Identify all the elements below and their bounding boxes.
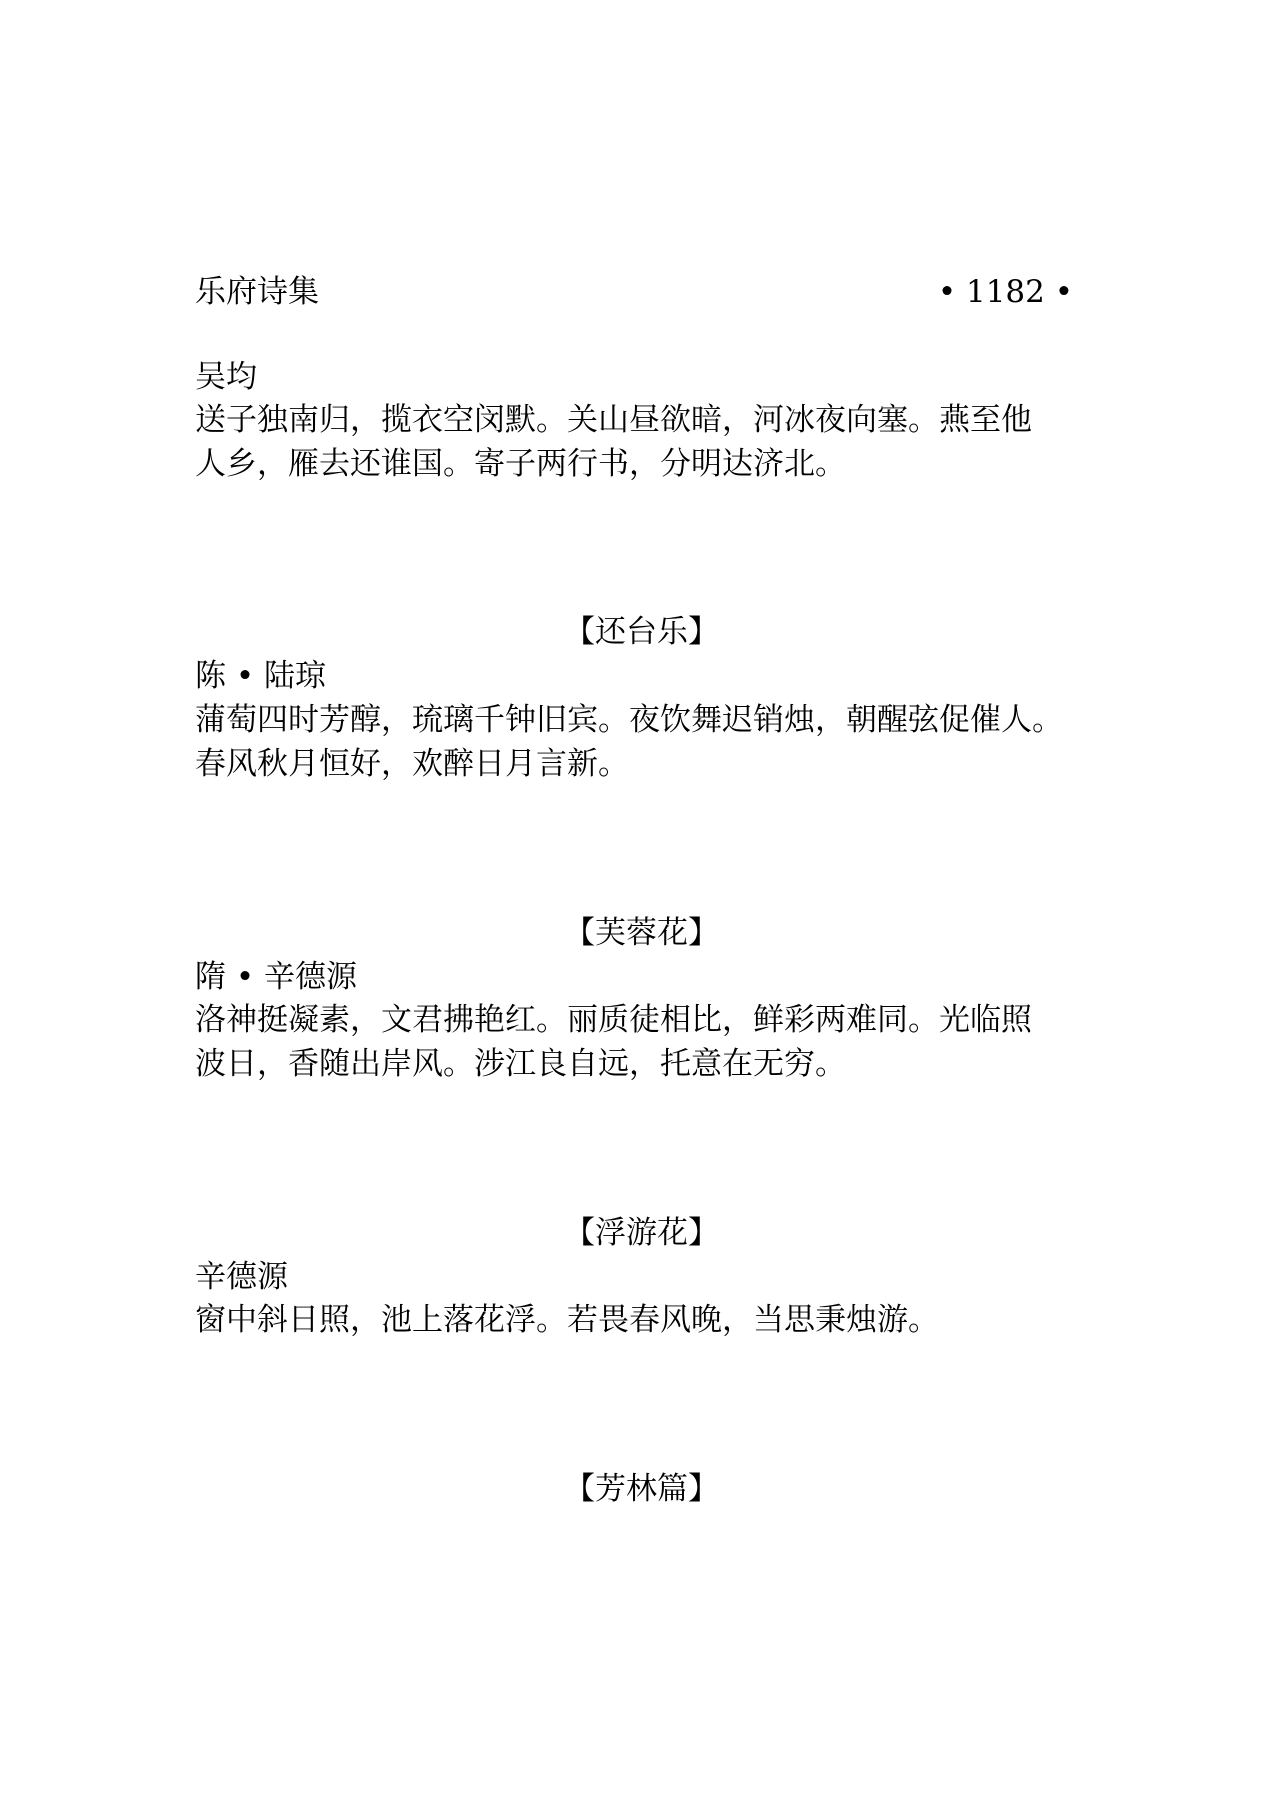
poem-line: 蒲萄四时芳醇，琉璃千钟旧宾。夜饮舞迟销烛，朝醒弦促催人。: [195, 702, 1063, 738]
poem-title: 【芙蓉花】: [564, 915, 719, 951]
poem-author: 辛德源: [195, 1259, 288, 1295]
poem-title: 【浮游花】: [564, 1215, 719, 1251]
poem-line: 人乡，雁去还谁国。寄子两行书，分明达济北。: [195, 446, 846, 482]
poem-line: 波日，香随出岸风。涉江良自远，托意在无穷。: [195, 1046, 846, 1082]
poem-line: 送子独南归，揽衣空闵默。关山昼欲暗，河冰夜向塞。燕至他: [195, 402, 1032, 438]
poem-author: 吴均: [195, 359, 257, 395]
poem-line: 窗中斜日照，池上落花浮。若畏春风晚，当思秉烛游。: [195, 1302, 939, 1338]
poem-line: 洛神挺凝素，文君拂艳红。丽质徒相比，鲜彩两难同。光临照: [195, 1002, 1032, 1038]
book-title: 乐府诗集: [195, 274, 319, 310]
poem-title: 【还台乐】: [564, 614, 719, 650]
page-number: • 1182 •: [937, 274, 1073, 310]
poem-author: 陈 • 陆琼: [195, 658, 326, 694]
poem-line: 春风秋月恒好，欢醉日月言新。: [195, 746, 629, 782]
poem-title: 【芳林篇】: [564, 1471, 719, 1507]
poem-author: 隋 • 辛德源: [195, 959, 357, 995]
